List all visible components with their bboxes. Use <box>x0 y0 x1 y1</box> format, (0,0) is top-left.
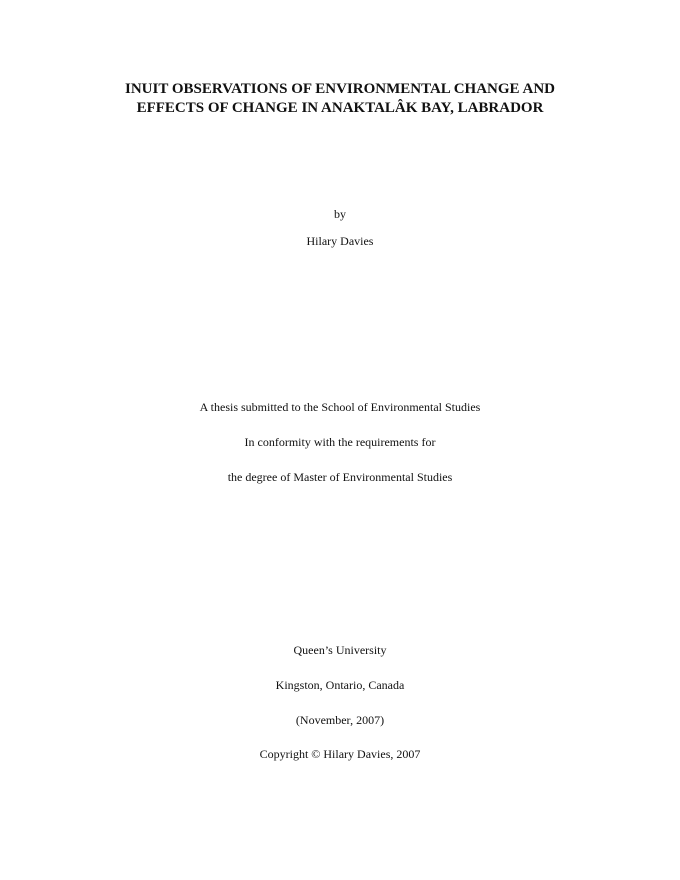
thesis-title-line-2: EFFECTS OF CHANGE IN ANAKTALÂK BAY, LABRADOR <box>136 100 544 116</box>
university-location: Kingston, Ontario, Canada <box>275 678 405 692</box>
by-label: by <box>334 207 346 221</box>
submission-line-3: the degree of Master of Environmental Studies <box>227 470 453 484</box>
copyright-notice: Copyright © Hilary Davies, 2007 <box>259 747 421 761</box>
submission-date: (November, 2007) <box>295 713 385 727</box>
submission-line-1: A thesis submitted to the School of Environmental Studies <box>199 400 481 414</box>
thesis-title-line-1: INUIT OBSERVATIONS OF ENVIRONMENTAL CHANGE AND <box>125 81 555 97</box>
university-name: Queen’s University <box>293 643 387 657</box>
author-name: Hilary Davies <box>306 234 374 248</box>
submission-line-2: In conformity with the requirements for <box>244 435 436 449</box>
